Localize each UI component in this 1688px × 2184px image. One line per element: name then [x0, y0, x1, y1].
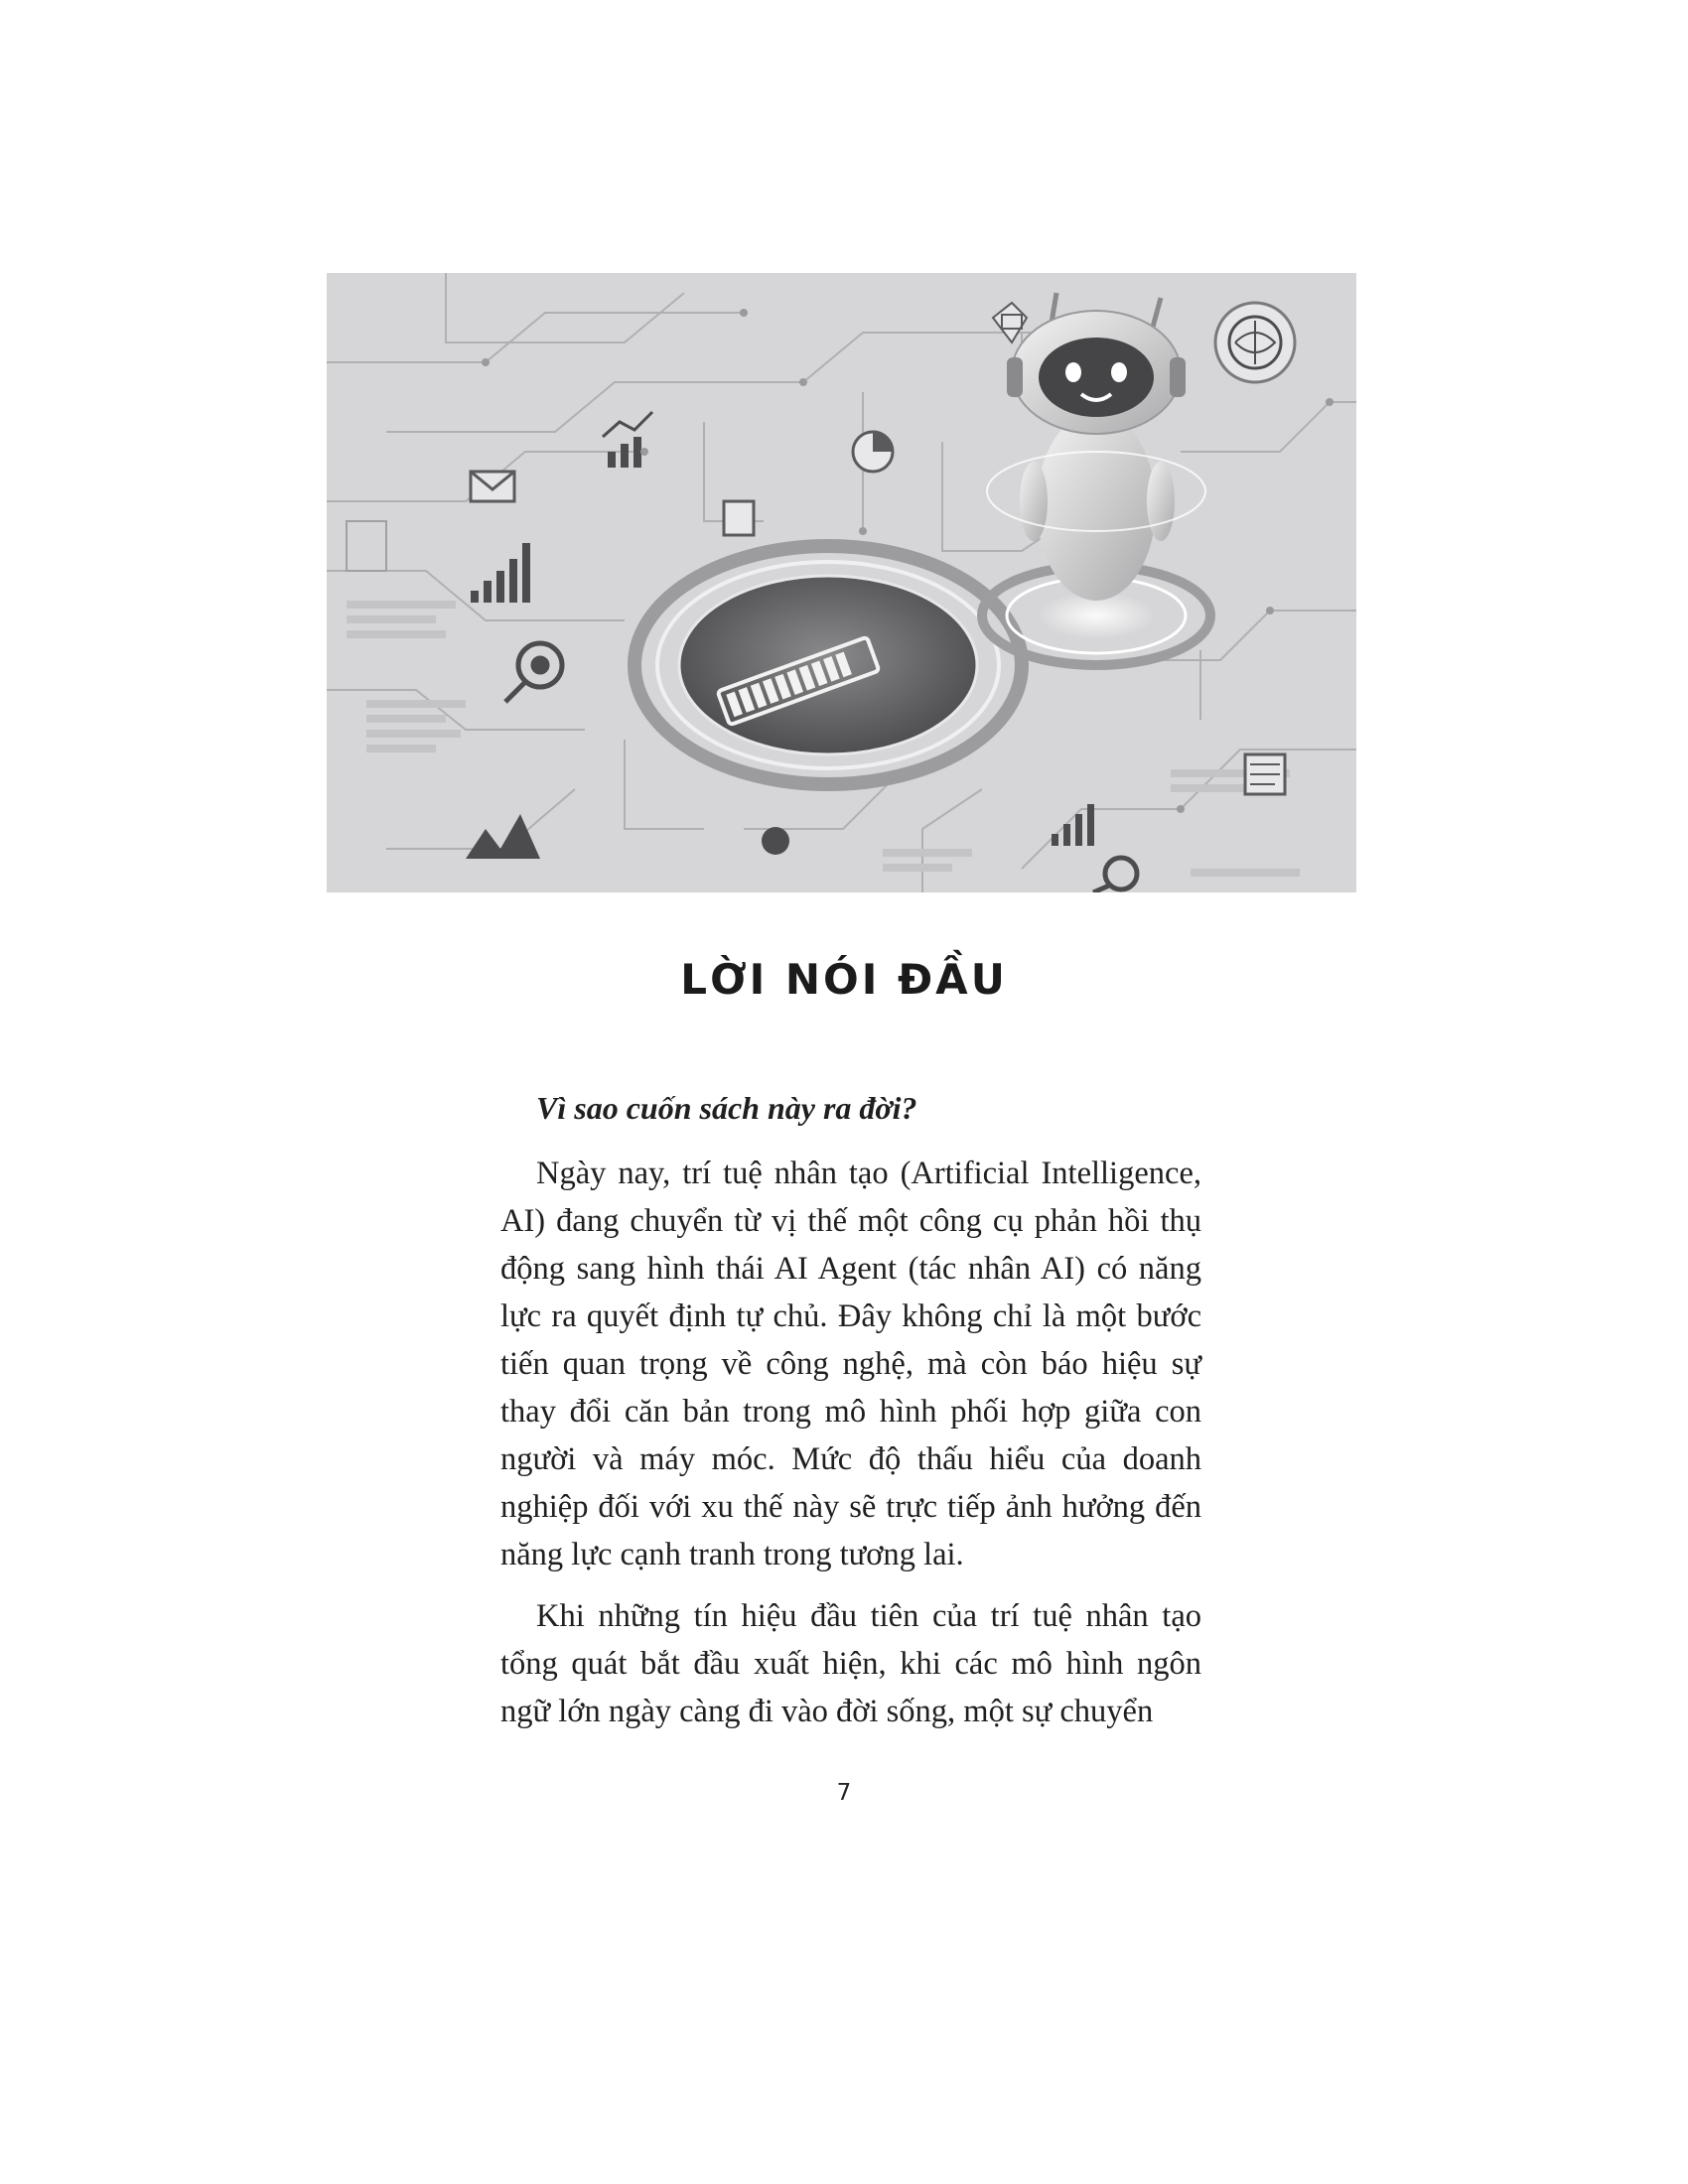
location-icon — [762, 827, 789, 855]
chapter-title: LỜI NÓI ĐẦU — [680, 955, 1008, 1004]
page-number: 7 — [836, 1780, 852, 1806]
paragraph: Ngày nay, trí tuệ nhân tạo (Artificial Intelligence, AI) đang chuyển từ vị thế một công cụ phản hồi thụ động sang hình thái AI Agent (tác nhân AI) có năng lực ra quyết định tự chủ. Đây không chỉ là một bước tiến quan trọng về công nghệ, mà còn báo hiệu sự thay đổi căn bản trong mô hình phối hợp giữa con người và máy móc. Mức độ thấu hiểu của doanh nghiệp đối với xu thế này sẽ trực tiếp ảnh hưởng đến năng lực cạnh tranh trong tương lai. — [500, 1156, 1201, 1572]
body-text — [500, 1084, 1201, 1749]
pie-chart-icon — [853, 432, 893, 472]
area-chart-icon — [466, 814, 540, 859]
section-heading: Vì sao cuốn sách này ra đời? — [536, 1090, 917, 1126]
robot-icon — [987, 293, 1205, 601]
header-illustration — [327, 273, 1356, 892]
envelope-icon — [471, 472, 514, 501]
paragraph: Khi những tín hiệu đầu tiên của trí tuệ nhân tạo tổng quát bắt đầu xuất hiện, khi các mô hình ngôn ngữ lớn ngày càng đi vào đời sống, một sự chuyển — [500, 1598, 1201, 1729]
brain-icon — [1215, 303, 1295, 382]
